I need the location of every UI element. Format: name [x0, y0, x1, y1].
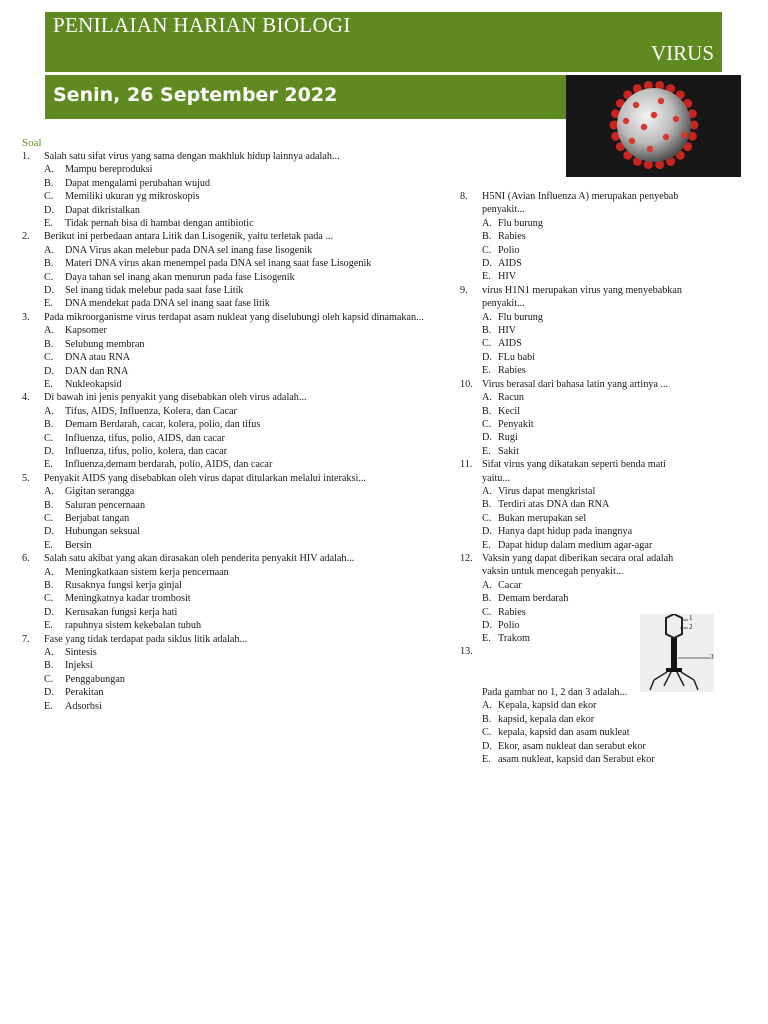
answer-option	[22, 619, 447, 632]
answer-option	[460, 337, 690, 350]
question-9	[460, 284, 690, 311]
option-letter: E.	[482, 445, 491, 457]
option-letter: E.	[482, 754, 491, 766]
answer-option	[22, 606, 447, 619]
answer-option	[22, 284, 447, 297]
option-text: rapuhnya sistem kekebalan tubuh	[65, 620, 202, 632]
option-text: Berjabat tangan	[65, 512, 130, 524]
option-text: Flu burung	[498, 311, 543, 323]
option-text: Perakitan	[65, 687, 104, 699]
answer-option	[460, 740, 690, 753]
option-letter: E.	[482, 633, 491, 645]
option-letter: A.	[44, 244, 54, 256]
option-letter: B.	[482, 499, 492, 511]
option-letter: B.	[44, 338, 54, 350]
question-number: 12.	[460, 552, 473, 564]
option-letter: C.	[482, 606, 492, 618]
option-text: Kepala, kapsid dan ekor	[498, 700, 597, 712]
answer-option	[22, 351, 447, 364]
option-text: Terdiri atas DNA dan RNA	[498, 499, 610, 511]
option-text: Rabies	[498, 365, 526, 377]
option-text: Ekor, asam nukleat dan serabut ekor	[498, 740, 646, 752]
answer-option	[22, 244, 447, 257]
answer-option	[460, 699, 690, 712]
answer-option	[22, 686, 447, 699]
option-letter: B.	[482, 713, 492, 725]
option-text: Tifus, AIDS, Influenza, Kolera, dan Cacar	[65, 405, 237, 417]
question-13-number	[460, 645, 640, 658]
question-number: 4.	[22, 392, 30, 404]
answer-option	[460, 311, 690, 324]
question-text: Pada gambar no 1, 2 dan 3 adalah...	[482, 687, 628, 698]
option-letter: B.	[44, 499, 54, 511]
answer-option	[22, 458, 447, 471]
bacteriophage-figure	[640, 614, 714, 692]
answer-option	[460, 230, 690, 243]
option-text: Bukan merupakan sel	[498, 512, 587, 524]
option-letter: E.	[44, 459, 53, 471]
option-text: Kapsomer	[65, 325, 107, 337]
answer-option	[22, 257, 447, 270]
option-letter: B.	[482, 325, 492, 337]
option-letter: D.	[44, 204, 54, 216]
answer-option	[22, 485, 447, 498]
answer-option	[22, 512, 447, 525]
questions-column-right	[460, 190, 690, 646]
answer-option	[460, 351, 690, 364]
answer-option	[22, 673, 447, 686]
option-letter: A.	[482, 217, 492, 229]
figure-label-2: 2	[689, 623, 693, 631]
answer-option	[22, 646, 447, 659]
answer-option	[460, 431, 690, 444]
page-title: PENILAIAN HARIAN BIOLOGI	[53, 13, 351, 37]
option-text: Dapat mengalami perubahan wujud	[65, 177, 211, 189]
option-text: Selubung membran	[65, 338, 145, 350]
option-text: Influenza, tifus, polio, kolera, dan cacar	[65, 445, 228, 457]
option-letter: D.	[482, 620, 492, 631]
option-letter: D.	[482, 351, 492, 363]
option-text: FLu babi	[498, 351, 536, 363]
option-text: Mampu bereproduksi	[65, 164, 153, 176]
option-text: Injeksi	[65, 660, 93, 672]
question-number: 9.	[460, 284, 468, 296]
coronavirus-image	[566, 75, 741, 177]
option-letter: B.	[44, 258, 54, 270]
answer-option	[22, 445, 447, 458]
option-text: Racun	[498, 392, 525, 404]
question-text: Berikut ini perbedaan antara Litik dan Lisogenik, yaitu terletak pada ...	[44, 231, 334, 243]
option-text: Tidak pernah bisa di hambat dengan antibiotic	[65, 218, 254, 230]
question-12	[460, 552, 690, 579]
question-number: 2.	[22, 231, 30, 243]
answer-option	[22, 700, 447, 713]
answer-option	[460, 244, 690, 257]
answer-option	[22, 499, 447, 512]
option-text: Saluran pencernaan	[65, 499, 146, 511]
option-text: Influenza,demam berdarah, polio, AIDS, dan cacar	[65, 459, 273, 471]
option-letter: D.	[482, 258, 492, 270]
option-text: Polio	[498, 244, 520, 256]
option-letter: D.	[44, 365, 54, 377]
option-text: Hubungan seksual	[65, 526, 140, 538]
option-letter: B.	[482, 593, 492, 605]
option-letter: A.	[44, 164, 54, 176]
question-number: 11.	[460, 459, 473, 471]
question-text: Penyakit AIDS yang disebabkan oleh virus dapat ditularkan melalui interaksi...	[44, 472, 366, 484]
answer-option	[460, 539, 690, 552]
question-8	[460, 190, 690, 217]
option-letter: B.	[44, 177, 54, 189]
answer-option	[22, 539, 447, 552]
option-letter: C.	[482, 244, 492, 256]
answer-option	[460, 592, 690, 605]
option-letter: D.	[44, 526, 54, 538]
question-number: 10.	[460, 378, 473, 390]
question-text: Vaksin yang dapat diberikan secara oral adalah vaksin untuk mencegah penyakit...	[482, 552, 674, 578]
option-letter: C.	[44, 593, 54, 605]
answer-option	[460, 257, 690, 270]
answer-option	[460, 405, 690, 418]
answer-option	[22, 365, 447, 378]
option-letter: A.	[482, 700, 492, 712]
answer-option	[460, 270, 690, 283]
option-letter: D.	[482, 526, 492, 538]
question-13	[460, 686, 690, 766]
question-11	[460, 458, 690, 485]
answer-option	[22, 324, 447, 337]
option-text: DNA mendekat pada DNA sel inang saat fase litik	[65, 298, 270, 310]
option-text: Cacar	[498, 579, 522, 591]
option-text: DNA atau RNA	[65, 352, 131, 364]
option-letter: A.	[44, 486, 54, 498]
option-text: Adsorbsi	[65, 700, 102, 712]
option-text: Nukleokapsid	[65, 378, 122, 390]
option-text: Meningkatnya kadar trombosit	[65, 593, 191, 605]
option-letter: E.	[44, 539, 53, 551]
answer-option	[22, 217, 447, 230]
option-text: Influenza, tifus, polio, AIDS, dan cacar	[65, 432, 225, 444]
answer-option	[22, 190, 447, 203]
option-letter: B.	[44, 660, 54, 672]
option-letter: E.	[44, 700, 53, 712]
option-text: Hanya dapt hidup pada inangnya	[498, 526, 633, 538]
answer-option	[22, 163, 447, 176]
answer-option	[460, 753, 690, 766]
answer-option	[22, 405, 447, 418]
option-letter: B.	[482, 405, 492, 417]
answer-option	[22, 418, 447, 431]
option-text: Sakit	[498, 445, 519, 457]
option-text: Flu burung	[498, 217, 543, 229]
option-letter: B.	[44, 419, 54, 431]
option-text: HIV	[498, 325, 517, 337]
question-number: 1.	[22, 151, 30, 162]
question-2	[22, 230, 447, 243]
questions-column-left	[22, 150, 447, 713]
answer-option	[460, 579, 690, 592]
option-letter: C.	[482, 418, 492, 430]
option-text: Penggabungan	[65, 673, 125, 685]
figure-label-3: 3	[710, 653, 714, 661]
question-text: Salah satu sifat virus yang sama dengan makhluk hidup lainnya adalah...	[44, 151, 340, 162]
option-letter: A.	[44, 647, 54, 659]
option-text: HIV	[498, 271, 517, 283]
answer-option	[22, 378, 447, 391]
option-letter: D.	[44, 285, 54, 297]
option-text: Rugi	[498, 432, 518, 444]
option-letter: C.	[44, 673, 54, 685]
question-number: 13.	[460, 646, 473, 657]
answer-option	[460, 364, 690, 377]
option-text: Virus dapat mengkristal	[498, 485, 596, 497]
option-letter: A.	[44, 405, 54, 417]
option-text: asam nukleat, kapsid dan Serabut ekor	[498, 754, 655, 766]
option-letter: A.	[44, 566, 54, 578]
answer-option	[22, 204, 447, 217]
exam-date: Senin, 26 September 2022	[53, 84, 338, 106]
question-text: Virus berasal dari bahasa latin yang artinya ...	[482, 378, 669, 390]
date-banner	[45, 75, 567, 119]
option-letter: E.	[482, 271, 491, 283]
option-letter: C.	[44, 271, 54, 283]
answer-option	[22, 338, 447, 351]
answer-option	[460, 498, 690, 511]
topic-title: VIRUS	[650, 41, 714, 65]
option-letter: C.	[44, 191, 54, 203]
option-letter: A.	[482, 392, 492, 404]
option-text: DNA Virus akan melebur pada DNA sel inang fase lisogenik	[65, 244, 313, 256]
option-letter: C.	[482, 727, 492, 739]
figure-label-1: 1	[689, 614, 693, 622]
answer-option	[460, 391, 690, 404]
question-3	[22, 311, 447, 324]
option-letter: E.	[44, 218, 53, 230]
option-text: DAN dan RNA	[65, 365, 129, 377]
option-text: Bersin	[65, 539, 92, 551]
option-letter: B.	[44, 580, 54, 591]
answer-option	[22, 525, 447, 538]
option-letter: C.	[482, 512, 492, 524]
option-letter: A.	[482, 311, 492, 323]
answer-option	[22, 432, 447, 445]
question-number: 7.	[22, 633, 30, 645]
answer-option	[460, 324, 690, 337]
section-label: Soal	[22, 137, 42, 149]
option-text: Memiliki ukuran yg mikroskopis	[65, 191, 200, 203]
option-text: AIDS	[498, 258, 522, 270]
option-letter: E.	[44, 298, 53, 310]
question-text: Salah satu akibat yang akan dirasakan oleh penderita penyakit HIV adalah...	[44, 553, 355, 565]
option-text: kepala, kapsid dan asam nukleat	[498, 727, 630, 739]
option-letter: A.	[482, 485, 492, 497]
question-1	[22, 150, 447, 163]
option-letter: B.	[482, 231, 492, 243]
answer-option	[460, 217, 690, 230]
option-text: Meningkatkaan sistem kerja pencernaan	[65, 566, 229, 578]
option-text: AIDS	[498, 338, 522, 350]
title-banner	[45, 12, 722, 72]
question-7	[22, 633, 447, 646]
question-6	[22, 552, 447, 565]
question-text: virus H1N1 merupakan virus yang menyebabkan penyakit...	[482, 284, 683, 310]
option-letter: D.	[44, 687, 54, 699]
answer-option	[22, 592, 447, 605]
option-text: Demam Berdarah, cacar, kolera, polio, dan tifus	[65, 419, 261, 431]
question-number: 8.	[460, 191, 468, 202]
question-4	[22, 391, 447, 404]
answer-option	[22, 297, 447, 310]
option-text: Dapat dikristalkan	[65, 204, 140, 216]
option-letter: D.	[482, 432, 492, 444]
question-5	[22, 472, 447, 485]
option-text: Rabies	[498, 231, 526, 243]
option-text: Sintesis	[65, 647, 97, 659]
option-letter: C.	[44, 352, 54, 364]
option-text: Sel inang tidak melebur pada saat fase Litik	[65, 285, 244, 297]
answer-option	[22, 579, 447, 592]
question-text: Pada mikroorganisme virus terdapat asam nukleat yang diselubungi oleh kapsid dinamakan...	[44, 311, 424, 323]
option-letter: C.	[44, 432, 54, 444]
answer-option	[460, 445, 690, 458]
question-text: H5NI (Avian Influenza A) merupakan penyebab penyakit...	[482, 191, 679, 216]
option-text: Kerusakan fungsi kerja hati	[65, 606, 178, 618]
question-text: Di bawah ini jenis penyakit yang disebabkan oleh virus adalah...	[44, 392, 307, 404]
answer-option	[460, 512, 690, 525]
question-number: 3.	[22, 311, 30, 323]
option-text: Polio	[498, 620, 520, 631]
option-letter: D.	[482, 740, 492, 752]
question-number: 5.	[22, 472, 30, 484]
option-text: Demam berdarah	[498, 593, 569, 605]
option-letter: E.	[482, 539, 491, 551]
question-10	[460, 378, 690, 391]
question-text: Fase yang tidak terdapat pada siklus litik adalah...	[44, 633, 248, 645]
option-text: Rusaknya fungsi kerja ginjal	[65, 580, 182, 591]
option-letter: A.	[44, 325, 54, 337]
answer-option	[460, 418, 690, 431]
option-letter: E.	[44, 620, 53, 632]
option-letter: E.	[482, 365, 491, 377]
answer-option	[460, 726, 690, 739]
option-letter: C.	[44, 512, 54, 524]
option-text: Gigitan serangga	[65, 486, 135, 498]
option-letter: C.	[482, 338, 492, 350]
option-letter: D.	[44, 445, 54, 457]
answer-option	[22, 177, 447, 190]
option-text: kapsid, kepala dan ekor	[498, 713, 595, 725]
answer-option	[460, 713, 690, 726]
question-text: Sifat virus yang dikatakan seperti benda mati yaitu...	[482, 459, 666, 484]
answer-option	[460, 525, 690, 538]
answer-option	[22, 566, 447, 579]
option-text: Rabies	[498, 606, 526, 618]
option-text: Kecil	[498, 405, 521, 417]
option-text: Trakom	[498, 633, 530, 645]
option-letter: D.	[44, 606, 54, 618]
question-number: 6.	[22, 553, 30, 565]
answer-option	[460, 485, 690, 498]
answer-option	[22, 659, 447, 672]
answer-option	[22, 271, 447, 284]
option-text: Daya tahan sel inang akan menurun pada fase Lisogenik	[65, 271, 295, 283]
option-text: Dapat hidup dalam medium agar-agar	[498, 539, 653, 551]
option-text: Materi DNA virus akan menempel pada DNA sel inang saat fase Lisogenik	[65, 258, 372, 270]
option-letter: E.	[44, 378, 53, 390]
option-letter: A.	[482, 579, 492, 591]
option-text: Penyakit	[498, 418, 534, 430]
